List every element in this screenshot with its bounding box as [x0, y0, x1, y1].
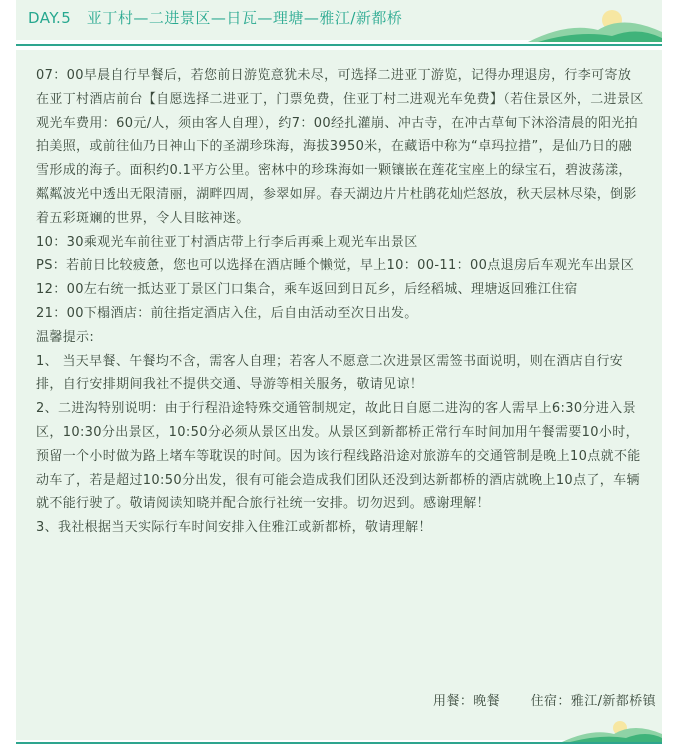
green-hills-sun-icon [528, 8, 662, 42]
lodging-info: 住宿：雅江/新都桥镇 [530, 694, 656, 709]
bottom-divider [16, 742, 662, 744]
day-title: DAY.5 亚丁村—二进景区—日瓦—理塘—雅江/新都桥 [28, 9, 403, 27]
tip-2: 2、二进沟特别说明：由于行程沿途特殊交通管制规定，故此日自愿二进沟的客人需早上6:30分进入景区，10:30分出景区，10:50分必须从景区出发。从景区到新都桥正常行车时间加用午餐需要10小时，预留一个小时做为路上堵车等耽误的时间。因为该行程线路沿途对旅游车的交通管制是晚上10点就不能动车了，若是超过10:50分出发，很有可能会造成我们团队还没到达新都桥的酒店就晚上10点了，车辆就不能行驶了。敬请阅读知晓并配合旅行社统一安排。切勿迟到。感谢理解！ [36, 401, 641, 512]
header-divider [16, 44, 662, 46]
tips-heading: 温馨提示: [36, 329, 95, 345]
day-content [16, 50, 662, 740]
meal-lodging-info [433, 690, 656, 709]
itinerary-paragraph-ps: PS：若前日比较疲惫，您也可以选择在酒店睡个懒觉，早上10：00-11：00点退房后车观光车出景区 [36, 258, 635, 274]
tip-3: 3、我社根据当天实际行车时间安排入住雅江或新都桥，敬请理解！ [36, 520, 432, 536]
itinerary-paragraph-1030: 10：30乘观光车前往亚丁村酒店带上行李后再乘上观光车出景区 [36, 234, 418, 250]
green-hills-sun-icon-bottom [562, 718, 662, 742]
itinerary-paragraph-2100: 21：00下榻酒店：前往指定酒店入住，后自由活动至次日出发。 [36, 305, 418, 321]
tip-1: 1、 当天早餐、午餐均不含，需客人自理；若客人不愿意二次进景区需签书面说明，则在酒店自行安排，自行安排期间我社不提供交通、导游等相关服务，敬请见谅！ [36, 353, 624, 393]
itinerary-paragraph-morning: 07：00早晨自行早餐后，若您前日游览意犹未尽，可选择二进亚丁游览，记得办理退房，行李可寄放在亚丁村酒店前台【自愿选择二进亚丁，门票免费，住亚丁村二进观光车免费】（若住景区外，二进景区观光车费用：60元/人，须由客人自理），约7：00经扎灌崩、冲古寺，在冲古草甸下沐浴清晨的阳光拍拍美照，或前往仙乃日神山下的圣湖珍珠海，海拔3950米，在藏语中称为“卓玛拉措”，是仙乃日的融雪形成的海子。面积约0.1平方公里。密林中的珍珠海如一颗镶嵌在莲花宝座上的绿宝石，碧波荡漾，粼粼波光中透出无限清丽，湖畔四周，参翠如屏。春天湖边片片杜鹃花灿烂怒放，秋天层林尽染，倒影着五彩斑斓的世界，令人目眩神迷。 [36, 68, 644, 226]
itinerary-paragraph-1200: 12：00左右统一抵达亚丁景区门口集合，乘车返回到日瓦乡，后经稻城、理塘返回雅江住宿 [36, 282, 578, 298]
meals-info: 用餐：晚餐 [433, 694, 501, 709]
